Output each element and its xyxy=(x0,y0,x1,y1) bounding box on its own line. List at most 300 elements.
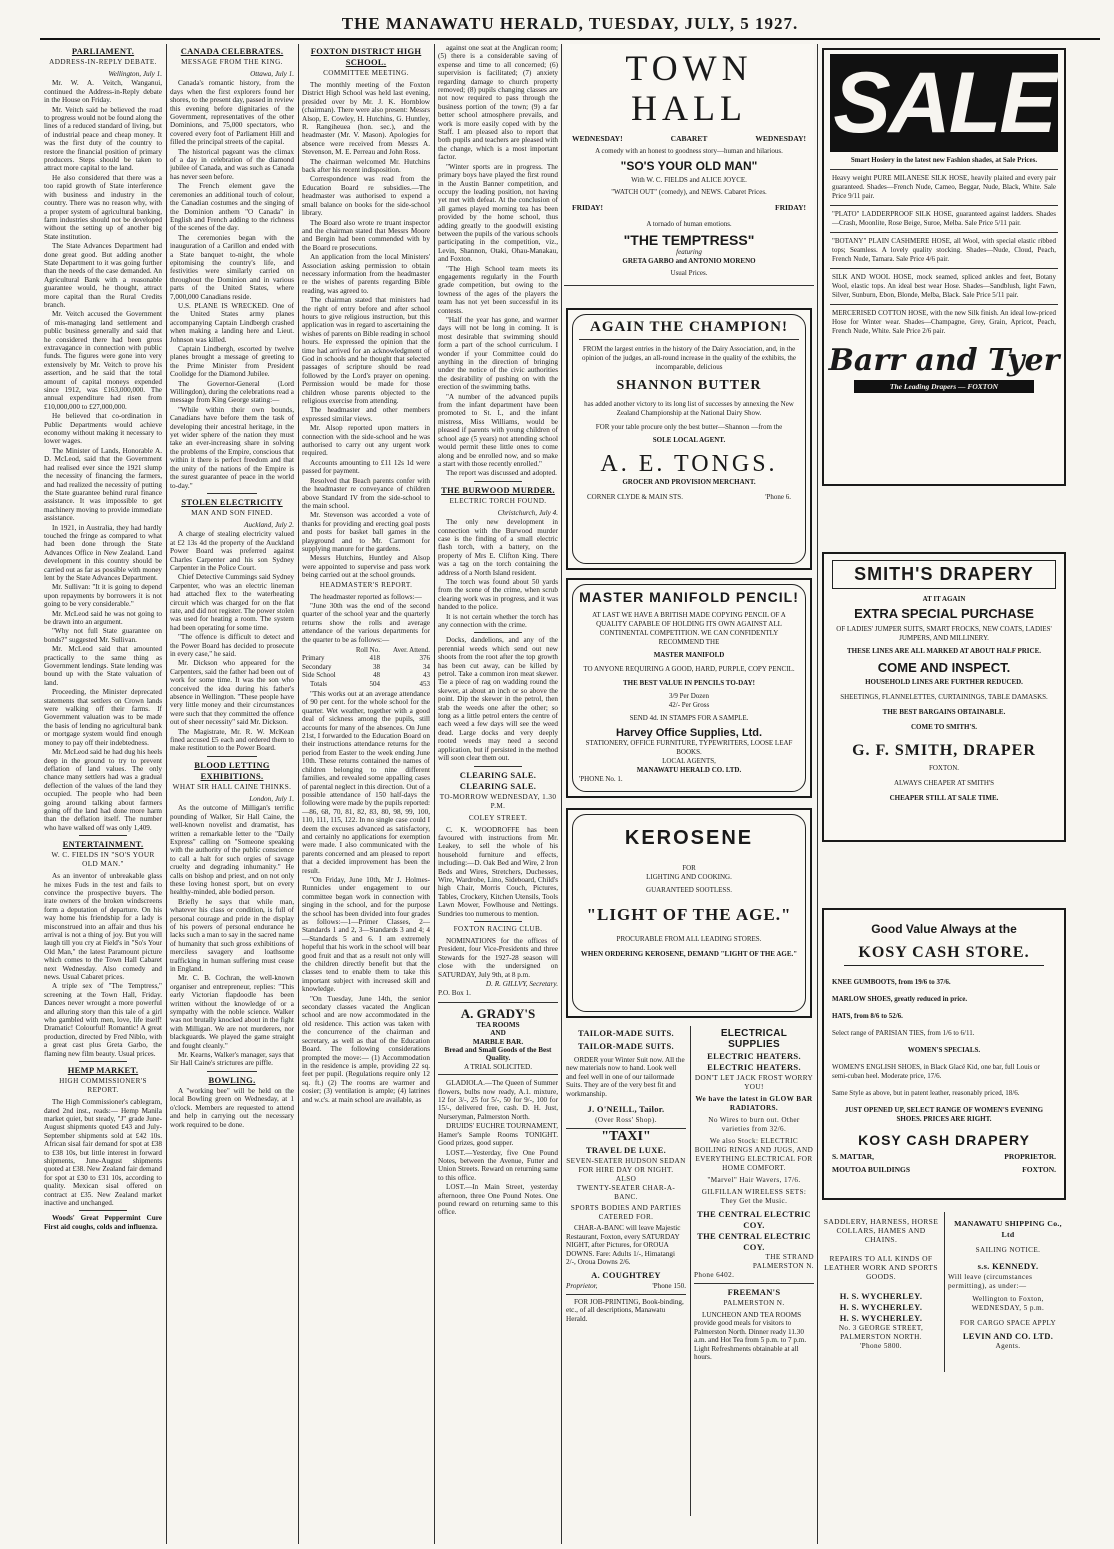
gradys-title: A. GRADY'S xyxy=(460,1005,536,1021)
electrical-line: ELECTRIC HEATERS. xyxy=(707,1062,801,1072)
smiths-title: SMITH'S DRAPERY xyxy=(832,560,1056,589)
masthead: THE MANAWATU HERALD, TUESDAY, JULY, 5 1927. xyxy=(341,14,799,33)
dateline: Christchurch, July 4. xyxy=(497,508,558,517)
article-paragraph: The only new development in connection with the Burwood murder case is the finding of a small electric flash torch, with a battery, on the property of Mrs E. Clifton King. There was a tag on the torch containing the address of a North Island resident. xyxy=(438,518,558,577)
article-paragraph: He believed that co-ordination in Public Departments would achieve economy without making it necessary to lower wages. xyxy=(44,412,162,446)
gradys-ad xyxy=(438,1002,558,1075)
headline-stolen-electricity: STOLEN ELECTRICITY xyxy=(181,496,283,507)
electrical-company: THE CENTRAL ELECTRIC COY. xyxy=(697,1231,811,1252)
table-cell: 34 xyxy=(423,662,430,671)
tailor-body: ORDER your Winter Suit now. All the new materials now to hand. Look well and feel well in one of our tailormade Suits. They are of the very best fit and workmanship. xyxy=(566,1056,685,1098)
kosy-title: KOSY CASH STORE. xyxy=(844,944,1044,966)
kerosene-line: PROCURABLE FROM ALL LEADING STORES. xyxy=(616,935,762,943)
subhead-man-and-son-fined: MAN AND SON FINED. xyxy=(191,508,273,517)
taxi-line: TWENTY-SEATER CHAR-A-BANC. xyxy=(576,1184,676,1202)
divider xyxy=(830,169,1058,170)
tailor-name: J. O'NEILL, Tailor. xyxy=(587,1104,665,1115)
article-paragraph: A triple sex of "The Temptress," screening at the Town Hall, Friday. Dances never wrought a more powerful and alluring story than this tale of a girl who gambled with men, love, life itself! Dramatic! Colourful! Romantic! A great production, directed by Fred Niblo, with a great cast plus Greta Garbo, the flaming new film beauty. Usual prices. xyxy=(44,982,162,1058)
smiths-line: SHEETINGS, FLANNELETTES, CURTAININGS, TABLE DAMASKS. xyxy=(840,693,1048,701)
article-paragraph: "Half the year has gone, and warmer days will not be long in coming. It is most desirable that swimming should form a part of the school curriculum. I wonder if your Committee could do anything in the direction of bringing under the notice of the civic authorities the desirability of pushing on with the erection of the swimming baths. xyxy=(438,316,558,392)
electrical-line: DON'T LET JACK FROST WORRY YOU! xyxy=(694,1074,814,1091)
article-paragraph: Proceeding, the Minister deprecated statements that settlers on Crown lands were walking off their farms. If Government valuation was to be made the basis of lending no agricultural bank or mortgage system would find enough money to pay off their indebtedness. xyxy=(44,688,162,747)
kosy-intro: Good Value Always at the xyxy=(871,922,1017,936)
film1-intro: A comedy with an honest to goodness story—human and hilarious. xyxy=(595,147,783,155)
kosy-prop-row xyxy=(824,1152,1064,1161)
pencil-line: TO ANYONE REQUIRING A GOOD, HARD, PURPLE, COPY PENCIL. xyxy=(583,665,795,673)
article-paragraph: Messrs Hutchins, Huntley and Alsop were appointed to supervise and pass work being carried out at the school grounds. xyxy=(302,554,430,580)
electrical-title: ELECTRICAL SUPPLIES xyxy=(720,1028,788,1050)
kerosene-line: WHEN ORDERING KEROSENE, DEMAND "LIGHT OF THE AGE." xyxy=(580,950,798,958)
sale-item: SILK AND WOOL HOSE, mock seamed, spliced ankles and feet, Botany Wool, elastic tops. An ideal best wear Hose. Shades—Sandblush, light Fawn, Silver, Sunburn, Ebon, Blonde, Melba, Black. Sale Price 5/11 pair. xyxy=(832,273,1056,299)
article-paragraph: Captain Lindbergh, escorted by twelve planes brought a message of greeting to the Prime Minister from President Coolidge for the Diamond Jubilee. xyxy=(170,345,294,379)
pencil-line: STATIONERY, OFFICE FURNITURE, TYPEWRITERS, LOOSE LEAF BOOKS. xyxy=(585,739,793,756)
divider xyxy=(79,1210,126,1211)
champion-name: A. E. TONGS. xyxy=(600,451,778,477)
table-header: Roll No. xyxy=(355,646,380,654)
champion-agent: SOLE LOCAL AGENT. xyxy=(652,436,726,444)
article-paragraph: The monthly meeting of the Foxton District High School was held last evening, presided over by Mr. J. K. Hornblow (chairman). There were also present: Messrs Alsop, E. Cowley, H. Hutchins, G. Huntley, R. Rangiheuea (hon. sec.), and the headmaster (Mr. V. Mason). Apologies for absence were received from Messrs A. Stevenson, M. E. Perreau and John Ross. xyxy=(302,81,430,157)
kosy-item: KNEE GUMBOOTS, from 19/6 to 37/6. xyxy=(832,978,951,986)
subhead-electric-torch: ELECTRIC TORCH FOUND. xyxy=(449,496,547,505)
freemans-title: FREEMAN'S xyxy=(727,1287,781,1297)
article-paragraph: Mr. Dickson who appeared for the Carpenters, said the father had been out of work for some time. It was the son who conceived the idea during his father's absence in Wellington. "These people have very little money and their circumstances were such that they committed the offence out of sheer necessity" said Mr. Dickson. xyxy=(170,659,294,727)
friday-left: FRIDAY! xyxy=(572,203,603,212)
electrical-line: No Wires to burn out. Other varieties from 32/6. xyxy=(708,1116,800,1133)
article-paragraph: Accounts amounting to £11 12s 1d were passed for payment. xyxy=(302,458,430,476)
article-paragraph: Mr. Sullivan: "It it is going to depend upon repayments by borrowers it is not going to be very considerable." xyxy=(44,583,162,609)
gradys-line: Bread and Small Goods of the Best Quality. xyxy=(444,1046,552,1063)
column-1 xyxy=(44,44,162,1544)
table-row xyxy=(302,654,430,662)
champion-trade: GROCER AND PROVISION MERCHANT. xyxy=(622,478,756,486)
smiths-line: AT IT AGAIN xyxy=(922,595,966,603)
wednesday-right: WEDNESDAY! xyxy=(755,134,806,143)
article-paragraph: "The High School team meets its engagements regularly in the Fourth grade competition, but owing to the lowness of the ages of the players the team has not yet been successful in its contests. xyxy=(438,264,558,315)
kosy-item: HATS, from 8/6 to 52/6. xyxy=(832,1012,903,1020)
kosy-bldg: MOUTOA BUILDINGS xyxy=(832,1165,911,1174)
headline-bowling: BOWLING. xyxy=(208,1074,256,1085)
table-cell: Secondary xyxy=(302,662,332,671)
sale-item: "BOTANY" PLAIN CASHMERE HOSE, all Wool, with special elastic ribbed tops; Seamless. A lovely quality stocking. Shades—Nude, Cloud, Peach, French Nude, Tamara. Sale Price 4/6 pair. xyxy=(832,237,1056,263)
pencil-phone: 'PHONE No. 1. xyxy=(579,775,623,783)
subhead-message-from-king: MESSAGE FROM THE KING. xyxy=(181,58,283,66)
taxi-line: SPORTS BODIES AND PARTIES CATERED FOR. xyxy=(570,1204,682,1222)
taxi-prop: Proprietor, xyxy=(566,1282,598,1291)
film1-extras: "WATCH OUT" (comedy), and NEWS. Cabaret Prices. xyxy=(611,188,767,196)
kerosene-line: LIGHTING AND COOKING. xyxy=(646,873,732,881)
article-paragraph: Mr. W. A. Veitch, Wanganui, continued the Address-in-Reply debate in the House on Friday. xyxy=(44,79,162,105)
headline-clearing-sale: CLEARING SALE. CLEARING SALE. xyxy=(459,769,537,791)
shipping-line: Agents. xyxy=(995,1342,1021,1350)
column-rule xyxy=(690,1026,691,1516)
film2-intro: A tornado of human emotions. xyxy=(646,220,732,228)
po-box: P.O. Box 1. xyxy=(438,989,471,998)
saddlery-phone: 'Phone 5800. xyxy=(859,1342,903,1350)
saddlery-line: SADDLERY, HARNESS, HORSE COLLARS, HAMES AND CHAINS. xyxy=(823,1217,939,1244)
divider xyxy=(830,232,1058,233)
saddlery-column xyxy=(822,1216,940,1376)
table-cell: Totals xyxy=(310,679,328,688)
attendance-table xyxy=(302,646,430,688)
article-paragraph: He also considered that there was a too rapid growth of State interference with business and industry in the country. There was no reason why, with a proper system of agricultural banking, farm industries should not be developed without the setting up of another big State institution. xyxy=(44,173,162,241)
pencil-price: 3/9 Per Dozen xyxy=(668,692,710,700)
pencil-line: AT LAST WE HAVE A BRITISH MADE COPYING PENCIL OF A QUALITY CAPABLE OF HOLDING ITS OWN AGAINST ALL CONTINENTAL COMPETITION. WE CAN CONFIDENTLY RECOMMEND THE xyxy=(592,611,786,646)
article-paragraph: Mr. Veitch said he believed the road to progress would not be found along the lines of a reduced standard of living, but of industrial peace and cheap money. It was the first duty of the country to restore the financial position of primary producers. Steps should be taken to attract more capital to the land. xyxy=(44,105,162,173)
film1-cast: With W. C. FIELDS and ALICE JOYCE. xyxy=(631,176,747,184)
article-paragraph: An application from the local Ministers' Association asking permission to obtain necessary information from the headmaster re the wishes of parents regarding Bible reading, was agreed to. xyxy=(302,253,430,295)
headline-blood-letting: BLOOD LETTING EXHIBITIONS. xyxy=(194,759,270,781)
divider xyxy=(830,304,1058,305)
divider xyxy=(207,1071,257,1072)
article-paragraph: The report was discussed and adopted. xyxy=(446,469,557,478)
smiths-town: FOXTON. xyxy=(928,764,959,772)
kosy-town: FOXTON. xyxy=(1022,1165,1056,1174)
taxi-phone: 'Phone 150. xyxy=(652,1282,686,1291)
sale-title: SALE xyxy=(830,54,1058,152)
divider xyxy=(207,756,257,757)
electrical-line: GILFILLAN WIRELESS SETS: They Get the Music. xyxy=(701,1188,807,1205)
job-printing-ad: FOR JOB-PRINTING, Book-binding, etc., of all descriptions, Manawatu Herald. xyxy=(566,1297,684,1323)
smiths-line: ALWAYS CHEAPER AT SMITH'S xyxy=(893,779,995,787)
electrical-column xyxy=(694,1026,814,1526)
article-paragraph: The Magistrate, Mr. R. W. McKean fined accused £5 each and ordered them to make restitution to the Power Board. xyxy=(170,727,294,753)
column-rule xyxy=(561,44,562,1544)
article-paragraph: The headmaster reported as follows:— xyxy=(310,592,422,601)
pencil-price: 42/- Per Gross xyxy=(668,701,710,709)
shipping-ship: s.s. KENNEDY. xyxy=(977,1261,1039,1271)
dateline: Ottawa, July 1. xyxy=(250,70,294,78)
dateline: London, July 1. xyxy=(249,794,294,803)
article-paragraph: Correspondence was read from the Education Board re subsidies.—The headmaster was authorised to expend a small balance on books for the side-school library. xyxy=(302,175,430,218)
kosy-name: KOSY CASH DRAPERY xyxy=(858,1132,1030,1148)
peppermint-cure-ad: Woods' Great Peppermint Cure First aid coughs, colds and influenza. xyxy=(44,1214,162,1231)
friday-row xyxy=(564,203,814,212)
article-paragraph: "A number of the advanced pupils from the infant department have been promoted to St. I., and the infant mistress, Miss Williams, would be pleased if parents with young children of school age (5 years) not attending school would permit these little ones to come along and be enrolled now, and so make a start with those recently enrolled." xyxy=(438,392,558,468)
article-paragraph: "On Tuesday, June 14th, the senior secondary classes vacated the Anglican school and are now accommodated in the old residence. This action was taken with the concurrence of the chairman and secretary, as well as that of the Education Board. The following considerations prompted the move:— (1) Accommodation in the residence is ample, providing 22 sq. feet per pupil. (Regulations require only 12 sq. ft.) (2) The rooms are warmer and cosier; (3) ventilation is ample; (4) latrines and w.c's. at main school are available, as xyxy=(302,994,430,1104)
table-cell: 43 xyxy=(423,671,430,680)
column-rule xyxy=(434,44,435,1544)
table-cell: 418 xyxy=(369,654,380,663)
article-paragraph: The ceremonies began with the inauguration of a Carillon and ended with a State banquet to-night, the whole epitomising the country's life, and festivities were similarly carried on throughout the Dominion and in various parts of the United States, where 7,000,000 Canadians reside. xyxy=(170,233,294,301)
divider xyxy=(207,493,257,494)
taxi-line: SEVEN-SEATER HUDSON SEDAN FOR HIRE DAY OR NIGHT. xyxy=(566,1157,686,1175)
article-paragraph: The headmaster and other members expressed similar views. xyxy=(302,406,430,423)
film2-cast: GRETA GARBO and ANTONIO MORENO xyxy=(622,257,756,265)
table-header-row xyxy=(302,646,430,654)
pencil-company: Harvey Office Supplies, Ltd. xyxy=(615,727,763,739)
subhead-hall-caine: WHAT SIR HALL CAINE THINKS. xyxy=(172,782,292,791)
champion-line: FROM the largest entries in the history of the Dairy Association, and, in the opinion of the judges, an all-round increase in the quality of the exhibits, the incomparable, delicious xyxy=(581,345,797,371)
saddlery-line: REPAIRS TO ALL KINDS OF LEATHER WORK AND SPORTS GOODS. xyxy=(824,1254,938,1281)
article-paragraph: Mr. Veitch accused the Government of mis-managing land settlement and public business generally and said that he considered there had been gross extravagance in connection with public funds. The figures were gone into very extensively by Mr. Veitch to prove his assertion, and he said that the total amount of capital moneys expended since 1912, was £163,000,000. The annual expenditure had risen from £10,000,000 to £27,000,000. xyxy=(44,310,162,411)
electrical-line: "Marvel" Hair Wavers, 17/6. xyxy=(707,1176,801,1184)
subhead-committee-meeting: COMMITTEE MEETING. xyxy=(323,69,409,77)
taxi-prop-row xyxy=(566,1282,686,1290)
table-cell: 453 xyxy=(419,679,430,688)
article-paragraph: Mr. McLeod said he had dug his heels deep in the ground to try to prevent deflation of land values. The only chance many settlers had was a gradual deflection of the values of the land they occupied. The people who had been going around talking about farmers going off the land had done more harm than the deflation itself. The number who have walked off was only 1,409. xyxy=(44,748,162,832)
sale-item: MERCERISED COTTON HOSE, with the new Silk finish. An ideal low-priced Hose for Winter wear. Shades—Champagne, Grey, Grain, Apricot, Peach, French Nude, White. Sale Price 2/6 pair. xyxy=(832,309,1056,335)
town-hall-title: TOWN HALL xyxy=(625,48,753,128)
article-paragraph: The torch was found about 50 yards from the scene of the crime, when scrub clearing work was in progress, and it was handed to the police. xyxy=(438,577,558,612)
article-paragraph: A "working bee" will be held on the local Bowling green on Wednesday, at 1 o'clock. Members are requested to attend and help in carrying out the necessary work required to be done. xyxy=(170,1086,294,1129)
saddlery-address: No. 3 GEORGE STREET, xyxy=(838,1324,924,1332)
kerosene-title: KEROSENE xyxy=(624,827,754,849)
friday-right: FRIDAY! xyxy=(775,203,806,212)
headline-burwood-murder: THE BURWOOD MURDER. xyxy=(441,484,555,495)
article-paragraph: Mr. Kearns, Walker's manager, says that Sir Hall Caine's strictures are piffle. xyxy=(170,1051,294,1068)
pencil-line: THE BEST VALUE IN PENCILS TO-DAY! xyxy=(623,679,755,687)
article-paragraph: Mr. C. B. Cochran, the well-known organiser and entrepreneur, replies: "This early Victorian flapdoodle has been written without the knowledge of or a sympathy with the noble science. Walker was not brutally knocked about in the fight with Milligan. We are not murderers, nor blackguards. We played the game straight and fought cleanly." xyxy=(170,974,294,1050)
masthead-rule xyxy=(40,38,1100,40)
sale-intro: Smart Hosiery in the latest new Fashion shades, at Sale Prices. xyxy=(850,156,1038,164)
wednesday-row xyxy=(564,134,814,143)
electrical-company: THE CENTRAL ELECTRIC COY. xyxy=(697,1209,811,1230)
kosy-item: Select range of PARISIAN TIES, from 1/6 to 6/11. xyxy=(832,1029,975,1037)
smiths-headline: COME AND INSPECT. xyxy=(877,660,1011,675)
article-paragraph: against one seat at the Anglican room; (5) there is a considerable saving of expense and time to all concerned; (6) supervision is facilitated; (7) anxiety regarding damage to church property removed; (8) pupils changing classes are not now required to pass through the business portion of the town; (9) a far better school atmosphere prevails, and work is more easily coped with by the Staff. I am pleased also to report that both pupils and teachers are pleased with the change, which is a most important factor. xyxy=(438,44,558,162)
freemans-body: LUNCHEON AND TEA ROOMS provide good meals for visitors to Palmerston North. Dinner ready 11.30 a.m. and Hot Tea from 5 p.m. to 7 p.m. Light Refreshments obtainable at all hours. xyxy=(694,1311,807,1362)
table-row xyxy=(302,663,430,671)
kosy-cash-store-ad xyxy=(822,908,1066,1200)
shipping-line: SAILING NOTICE. xyxy=(975,1246,1041,1254)
gradys-line: MARBLE BAR. xyxy=(472,1037,524,1046)
saddlery-name: H. S. WYCHERLEY. xyxy=(839,1302,923,1312)
article-paragraph: Chief Detective Cummings said Sydney Carpenter, who was an electric lineman had attached flex to the waterheating circuit which was charged for on the flat rate, and did not register. The power stolen was used for heating a room. The system had been operating for some time. xyxy=(170,573,294,632)
subhead-so-your-old-man: W. C. FIELDS IN "SO'S YOUR OLD MAN." xyxy=(51,851,155,869)
gradys-line: TEA ROOMS xyxy=(476,1020,520,1029)
freemans-town: PALMERSTON N. xyxy=(723,1299,785,1307)
column-rule xyxy=(817,44,818,1544)
table-row xyxy=(302,671,430,679)
pencil-line: MANAWATU HERALD CO. LTD. xyxy=(636,766,742,774)
shipping-title: MANAWATU SHIPPING Co., Ltd xyxy=(954,1219,1062,1239)
champion-product: SHANNON BUTTER xyxy=(616,378,762,393)
article-paragraph: "This works out at an average attendance of 90 per cent. for the whole school for the quarter. Wet weather, together with a good deal of sickness among the pupils, still accounts for many of the absences. On June 21st, I forwarded to the Education Board on their instructions attendance returns for the period from Easter to the week ending June 10th. These returns contained the names of children belonging to nine different families, and revealed some appalling cases of parental neglect in this direction. Out of a possible attendance of 150 half-days the following were made by the pupils reported:—86, 68, 70, 81, 82, 83, 80, 98, 99, 100, 110, 111, 115, 122. In no single case could I deem the excuses advanced as satisfactory, and certainly no applications for exemption were made. I also communicated with the parents concerned and am pleased to report that a decided improvement has been the result. xyxy=(302,690,430,875)
table-header xyxy=(302,646,347,654)
dateline: Auckland, July 2. xyxy=(244,520,294,529)
taxi-name: A. COUGHTREY xyxy=(591,1270,661,1281)
film2-prices: Usual Prices. xyxy=(670,269,708,277)
kosy-item: Same Style as above, but in patent leather, reasonably priced, 18/6. xyxy=(832,1089,1020,1097)
article-paragraph: It is not certain whether the torch has any connection with the crime. xyxy=(438,612,558,629)
champion-title: AGAIN THE CHAMPION! xyxy=(579,319,799,340)
column-rule xyxy=(298,44,299,1544)
saddlery-name: H. S. WYCHERLEY. xyxy=(839,1313,923,1323)
smiths-line: THESE LINES ARE ALL MARKED AT ABOUT HALF PRICE. xyxy=(846,647,1042,655)
smiths-line: HOUSEHOLD LINES ARE FURTHER REDUCED. xyxy=(865,678,1023,686)
article-paragraph: C. K. WOODROFFE has been favoured with instructions from Mr. Leakey, to sell the whole of his household furniture and effects, including:—D. Oak Bed and Wire, 2 Iron Beds and Wires, Stretchers, Duchesses, Wire, Wardrobe, Lino, Sideboard, Child's high Chair, Morris Couch, Pictures, Tables, Crockery, Kitchen Utensils, Tools Lawn Mower, Fowlhouse and Nettings. Sundries too numerous to mention. xyxy=(438,825,558,918)
table-cell: Side School xyxy=(302,671,336,680)
subhead-headmasters-report: HEADMASTER'S REPORT. xyxy=(319,580,413,589)
champion-line: has added another victory to its long list of successes by annexing the New Zealand Championship at the National Dairy Show. xyxy=(584,400,794,417)
wednesday-left: WEDNESDAY! xyxy=(572,134,623,143)
classified-ad: LOST.—Yesterday, five One Pound Notes, between the Avenue, Futter and Union Streets. Reward on returning same to this office. xyxy=(438,1148,558,1182)
article-paragraph: The Governor-General (Lord Willingdon), during the celebrations read a message from King George stating:— xyxy=(170,379,294,405)
subhead-coley-street: COLEY STREET. xyxy=(468,813,528,822)
gradys-line: A TRIAL SOLICITED. xyxy=(463,1062,533,1071)
headline-entertainment: ENTERTAINMENT. xyxy=(62,839,144,850)
table-cell: 504 xyxy=(369,679,380,688)
barr-tyer-sale-ad xyxy=(822,48,1066,486)
classified-ad: DRUIDS' EUCHRE TOURNAMENT, Hamer's Sample Rooms TONIGHT. Good prizes, good supper. xyxy=(438,1122,558,1148)
film2-featuring: featuring xyxy=(676,248,702,256)
smiths-line: CHEAPER STILL AT SALE TIME. xyxy=(889,794,999,802)
barr-tyer-tagline: The Leading Drapers — FOXTON xyxy=(854,380,1034,393)
sale-item: "PLATO" LADDERPROOF SILK HOSE, guaranteed against ladders. Shades—Crash, Moonlite, Rose Beige, Suroe, Melba. Sale Price 5/11 pair. xyxy=(832,210,1056,227)
smiths-headline: EXTRA SPECIAL PURCHASE xyxy=(854,606,1034,621)
kosy-item: WOMEN'S SPECIALS. xyxy=(907,1046,981,1054)
article-paragraph: As the outcome of Milligan's terrific pounding of Walker, Sir Hall Caine, the well-known novelist and dramatist, has written a remarkable letter to the "Daily Express" calling on "Someone speaking with the authority of the public conscience to call a halt for such orgies of savage cruelty and degrading inhumanity." He calls on bishop and priest, and on not only these loving honest sport, but on every healthy-minded, able bodied person. xyxy=(170,804,294,897)
divider xyxy=(830,205,1058,206)
shipping-agent: LEVIN AND CO. LTD. xyxy=(962,1331,1054,1341)
article-paragraph: Mr. Alsop reported upon matters in connection with the side-school and he was authorised to carry out any urgent work required. xyxy=(302,424,430,458)
shipping-column xyxy=(948,1216,1068,1376)
article-paragraph: The chairman welcomed Mr. Hutchins back after his recent indisposition. xyxy=(302,157,430,175)
ad-frame xyxy=(572,814,806,1012)
article-paragraph: The Minister of Lands, Honorable A. D. McLeod, said that the Government had realised ever since the 1921 slump the necessity of financing the farmers, and had realized the necessity of putting the State guarantee behind rural finance assistance. It was impossible to get machinery moving to provide immediate assistance. xyxy=(44,446,162,523)
smiths-name: G. F. SMITH, DRAPER xyxy=(852,742,1036,759)
kerosene-ad xyxy=(566,808,812,1018)
divider xyxy=(830,268,1058,269)
tailor-heading: TAILOR-MADE SUITS. xyxy=(578,1041,674,1051)
champion-address-row xyxy=(579,493,799,501)
divider xyxy=(79,835,126,836)
kerosene-line: FOR xyxy=(682,864,696,872)
article-paragraph: Docks, dandelions, and any of the perennial weeds which send out new shoots from the root after the top growth has been cut away, can be killed by petrol. Take a common iron meat skewer. Tie a piece of rag on wadding round the skewer, at about an inch or so above the point. Dip the skewer in the petrol, then stab the weeds one after the other; so long as a little petrol enters the centre of each weed a few days will see the weed dead. Large docks and very deeply rooted weeds may need a second application, but if persisted in the method will soon clear them out. xyxy=(438,636,558,763)
pencil-title: MASTER MANIFOLD PENCIL! xyxy=(579,589,799,605)
pencil-line: LOCAL AGENTS, xyxy=(662,757,716,765)
film1-title: "SO'S YOUR OLD MAN" xyxy=(620,159,758,173)
shipping-line: Will leave (circumstances permitting), as under:— xyxy=(948,1273,1033,1290)
champion-line: FOR your table procure only the best butter—Shannon —from the xyxy=(595,423,783,431)
pencil-line: MASTER MANIFOLD xyxy=(653,651,725,659)
shannon-butter-ad xyxy=(566,308,812,570)
classified-ad: GLADIOLA.—The Queen of Summer flowers, bulbs now ready, A.1. mixture, 12 for 3/-, 25 for 5/-, 50 for 9/-, 100 for 15/-, delivered free, cash. D. H. Just, Nurseryman, Palmerston North. xyxy=(438,1079,558,1121)
table-cell: Primary xyxy=(302,654,325,663)
article-paragraph: The historical pageant was the climax of a day in celebration of the diamond jubilee of Canada, and was such as Canada has never seen before. xyxy=(170,147,294,181)
article-paragraph: The Board also wrote re truant inspector and the chairman stated that Messrs Moore and Bergin had been commended with by the Board re prosecutions. xyxy=(302,218,430,252)
subhead-high-commissioner: HIGH COMMISSIONER'S REPORT. xyxy=(59,1077,147,1095)
article-paragraph: "While within their own bounds, Canadians have before them the task of developing their ancestral heritage, in the yet wider sphere of the nation they must take an ever-increasing share in solving the problems of the Empire, conscious that within it there is perfect freedom and that the unity of the nations of the Empire is the surest guarantee of peace in the world to-day." xyxy=(170,405,294,490)
article-paragraph: Mr. Stevenson was accorded a vote of thanks for providing and erecting goal posts and posts for basket ball games in the playground and to Mr. Carmont for supplying manure for the gardens. xyxy=(302,511,430,553)
article-paragraph: The State Advances Department had done great good. But adding another State Department to it was going further than the needs of the case demanded. An Agricultural Bank with a reasonable guarantee would, he thought, attract more capital than the Rural Credits branch. xyxy=(44,242,162,309)
article-paragraph: "Winter sports are in progress. The primary boys have played the first round in the Austin Banner competition, and occupy the leading position, not having yet met with defeat. At the conclusion of all games played morning tea has been provided by the home school, thus adding greatly to the goodwill existing between the pupils of the various schools participating in the competition, viz., Levin, Shannon, Otaki, Ohau-Manakau, and Foxton. xyxy=(438,162,558,264)
saddlery-name: H. S. WYCHERLEY. xyxy=(839,1291,923,1301)
divider xyxy=(566,1294,686,1295)
divider xyxy=(474,481,522,482)
saddlery-town: PALMERSTON NORTH. xyxy=(840,1333,922,1341)
article-paragraph: Resolved that Beach parents confer with the headmaster re conveyance of children above Standard IV from the side-school to the main school. xyxy=(302,476,430,510)
headline-canada-celebrates: CANADA CELEBRATES. xyxy=(180,46,284,56)
classified-ad: LOST.—In Main Street, yesterday afternoon, three One Pound Notes. One pound reward on returning same to this office. xyxy=(438,1183,558,1217)
article-paragraph: As an inventor of unbreakable glass he mixes Fuds in the test and fails to convince the prospective buyers. The irate owners of the broken windscreens form a deputation of departure. On his way home his friendship for a lady is misconstrued into an affair and thus his arrival is not a thing of joy. But you will laugh till you cry at Field's in "So's Your Old Man," the latest Paramount picture which comes to the Town Hall Cabaret next Wednesday. Also comedy and news. Usual Cabaret prices. xyxy=(44,872,162,982)
article-paragraph: Canada's romantic history, from the days when the first explorers found her shores, to the present day, passed in review this evening before dignitaries of the Government, representatives of the other Dominions, and 75,000 spectators, who covered every foot of Parliament Hill and filled the principal streets of the capital. xyxy=(170,79,294,147)
taxi-title: "TAXI" xyxy=(601,1129,651,1145)
headline-hemp-market: HEMP MARKET. xyxy=(67,1065,139,1076)
electrical-line: THE STRAND xyxy=(765,1253,814,1261)
table-cell: 38 xyxy=(373,662,380,671)
electrical-line: We have the latest in GLOW BAR RADIATORS. xyxy=(695,1095,813,1112)
article-paragraph: The French element gave the ceremonies an additional touch of colour, the Canadian costumes and the singing of the Dominion anthem "O Canada" in English and French adding to the richness of the scenes of the day. xyxy=(170,182,294,233)
divider xyxy=(474,921,522,922)
barr-tyer-logo: Barr and Tyer xyxy=(828,343,1060,378)
divider xyxy=(79,1061,126,1062)
column-3 xyxy=(302,44,430,1544)
kerosene-slogan: "LIGHT OF THE AGE." xyxy=(586,905,792,924)
headline-racing-club: FOXTON RACING CLUB. xyxy=(453,924,543,933)
electrical-line: We also Stock: ELECTRIC BOILING RINGS AND JUGS, AND EVERYTHING ELECTRICAL FOR HOME COMFORT. xyxy=(694,1137,814,1172)
signature: D. R. GILLVY, Secretary. xyxy=(485,980,558,988)
kosy-prop-name: S. MATTAR, xyxy=(832,1152,875,1161)
smiths-line: COME TO SMITH'S. xyxy=(910,723,978,731)
gradys-line: AND xyxy=(490,1029,506,1038)
electrical-phone: Phone 6402. xyxy=(694,1271,735,1279)
pencil-ad xyxy=(566,578,812,798)
kerosene-line: GUARANTEED SOOTLESS. xyxy=(646,886,732,894)
sale-item: Heavy weight PURE MILANESE SILK HOSE, heavily plaited and every pair guaranteed. Shades—French Nude, Cameo, Beggar, Nude, Black, White. Sale Price 9/11 pair. xyxy=(832,174,1056,200)
table-row-totals xyxy=(302,680,430,688)
article-paragraph: Briefly he says that while man, whatever his class or condition, is full of personal courage and pride in the display of his powers of personal endurance he lacks such a man to say in the sacred name of humanity that such gross exhibitions of merciless savagery and loathsome trafficking in human suffering must cease in England. xyxy=(170,897,294,973)
column-rule xyxy=(944,1212,945,1372)
divider xyxy=(474,632,522,633)
column-rule xyxy=(166,44,167,1544)
divider xyxy=(474,766,522,767)
town-hall-ad xyxy=(564,44,814,286)
article-paragraph: "The offence is difficult to detect and the Power Board has decided to prosecute in every case," he said. xyxy=(170,633,294,658)
pencil-line: SEND 4d. IN STAMPS FOR A SAMPLE. xyxy=(629,714,749,722)
table-cell: 376 xyxy=(419,654,430,663)
subhead-tomorrow: TO-MORROW WEDNESDAY, 1.30 P.M. xyxy=(439,792,557,810)
kosy-addr-row xyxy=(824,1165,1064,1174)
column-2 xyxy=(170,44,294,1544)
article-paragraph: U.S. PLANE IS WRECKED. One of the United States army planes accompanying Captain Lindbergh crashed when making a landing here and Lieut. Johnson was killed. xyxy=(170,301,294,344)
shipping-line: Wellington to Foxton, WEDNESDAY, 5 p.m. xyxy=(971,1295,1045,1312)
dateline: Wellington, July 1. xyxy=(108,70,162,78)
article-paragraph: Mr. McLeod said he was not going to be drawn into an argument. xyxy=(44,609,162,626)
table-header: Aver. Attend. xyxy=(392,646,430,654)
kosy-prop: PROPRIETOR. xyxy=(1004,1152,1056,1161)
kosy-item: MARLOW SHOES, greatly reduced in price. xyxy=(832,995,968,1003)
divider xyxy=(694,1283,814,1284)
article-paragraph: NOMINATIONS for the offices of President, four Vice-Presidents and three Stewards for the 1927-28 season will close with the undersigned on SATURDAY, July 9th, at 8 p.m. xyxy=(438,936,558,979)
electrical-line: ELECTRIC HEATERS. xyxy=(707,1051,801,1061)
taxi-line: ALSO xyxy=(615,1175,637,1184)
smiths-line: THE BEST BARGAINS OBTAINABLE. xyxy=(882,708,1006,716)
champion-address: CORNER CLYDE & MAIN STS. xyxy=(587,493,683,501)
kosy-item: WOMEN'S ENGLISH SHOES, in Black Glacé Kid, one bar, full Louis or semi-cuban heel. Moderate price, 17/6. xyxy=(832,1063,1040,1080)
headline-parliament: PARLIAMENT. xyxy=(71,46,135,56)
column-4 xyxy=(438,44,558,1544)
article-paragraph: A charge of stealing electricity valued at £2 13s 4d the property of the Auckland Power Board was preferred against Charles Carpenter and his son Sydney Carpenter in the Police Court. xyxy=(170,530,294,572)
article-paragraph: The High Commissioner's cablegram, dated 2nd inst., reads:— Hemp Manila market quiet, but steady, "J" grade June-August shipments quoted £43 and July-September shipments sold at £42 10s. African sisal fair demand for spot at £38 to £38 10s, but little interest in forward shipments, June-August shipments quoted at £38. New Zealand fair demand for spot at £30 to £31 10s, according to quality. Mexican sisal offered on contract at £35. New Zealand market inactive and unchanged. xyxy=(44,1098,162,1207)
article-paragraph: In 1921, in Australia, they had hardly touched the fringe as compared to what had been done through the State Advances Office in New Zealand. Land development in this country should be carried out as far as possible with money lent by the State Advances Department. xyxy=(44,523,162,582)
article-paragraph: "Why not full State guarantee on bonds?" suggested Mr. Sullivan. xyxy=(44,627,162,644)
shipping-line: FOR CARGO SPACE APPLY xyxy=(959,1319,1057,1327)
subhead-address-in-reply: ADDRESS-IN-REPLY DEBATE. xyxy=(49,58,157,66)
article-paragraph: "On Friday, June 10th, Mr J. Holmes-Runnicles under engagement to our committee began work in connection with singing in the school, and for the purpose the school has been divided into four grades as follows:—1—Primer Classes, 2—Standards 1 and 2, 3—Standards 3 and 4; 4—Standards 5 and 6. I am extremely hopeful that his work in the school will bear good fruit and that as a result not only will the children directly benefit but that the classes tend to enable them to take this important subject with increased skill and knowledge. xyxy=(302,875,430,994)
smiths-line: OF LADIES' JUMPER SUITS, SMART FROCKS, NEW COATS, LADIES' JUMPERS, AND MILLINERY. xyxy=(836,625,1052,642)
tailor-address: (Over Ross' Shop). xyxy=(595,1116,657,1125)
ad-frame xyxy=(572,584,806,792)
cabaret-label: CABARET xyxy=(670,134,708,143)
electrical-line: PALMERSTON N. xyxy=(752,1262,814,1270)
champion-phone: 'Phone 6. xyxy=(765,493,791,501)
tailor-heading: TAILOR-MADE SUITS. xyxy=(578,1028,674,1038)
smiths-drapery-ad xyxy=(822,552,1066,842)
article-paragraph: "June 30th was the end of the second quarter of the school year and the quarterly returns show the rolls and average attendance of the various departments for the quarter to be as follows:— xyxy=(302,601,430,644)
kosy-item: JUST OPENED UP, SELECT RANGE OF WOMEN'S EVENING SHOES. PRICES ARE RIGHT. xyxy=(844,1106,1044,1123)
film2-title: "THE TEMPTRESS" xyxy=(623,232,755,248)
